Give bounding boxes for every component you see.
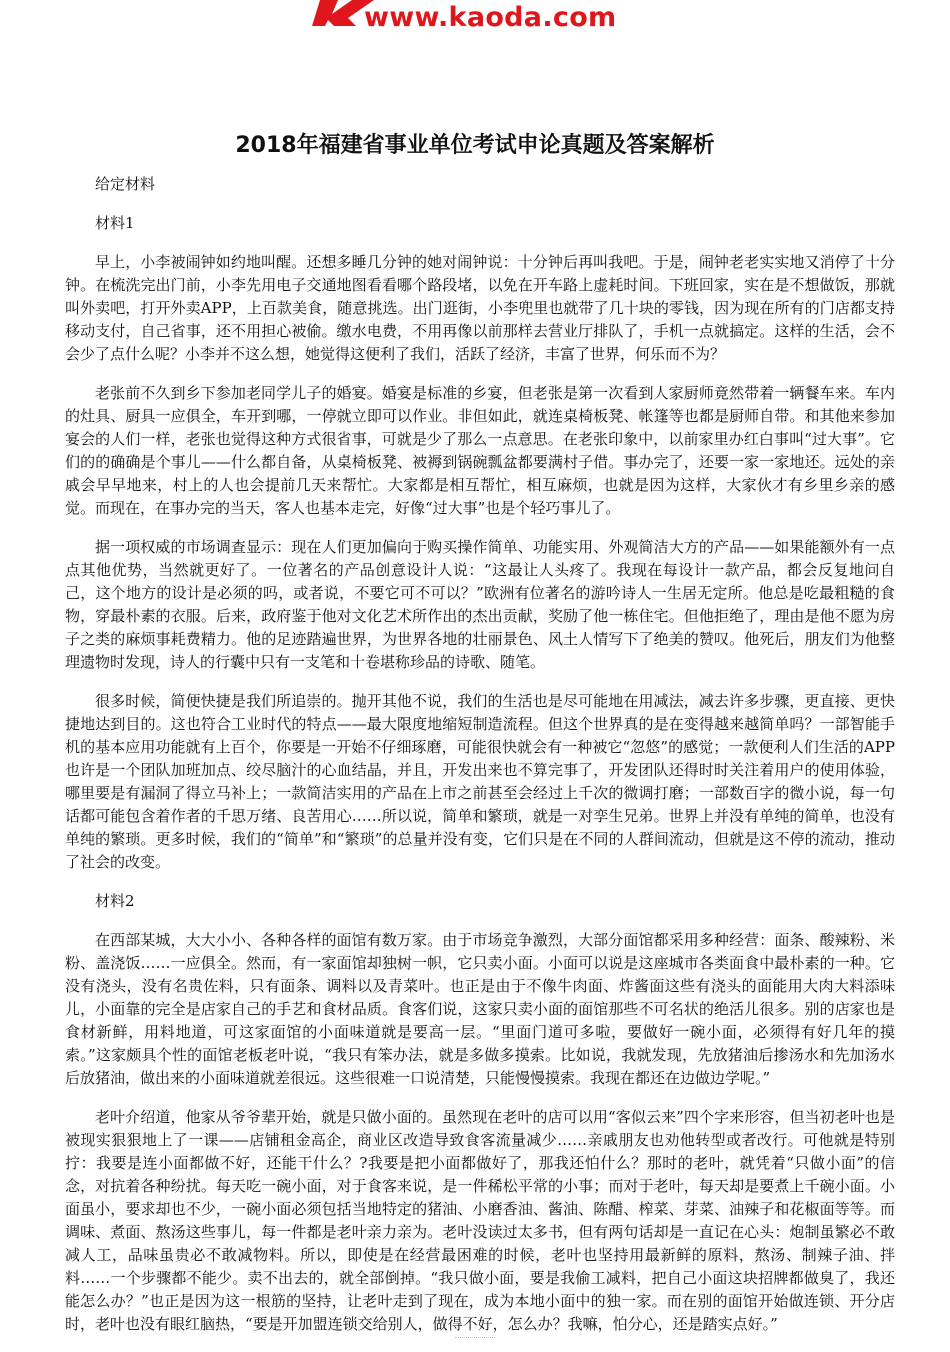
section-label: 给定材料 <box>95 175 156 193</box>
page-footer-divider <box>455 1337 495 1340</box>
site-url[interactable]: www.kaoda.com <box>364 2 617 33</box>
material2-paragraph-1: 在西部某城，大大小小、各种各样的面馆有数万家。由于市场竞争激烈，大部分面馆都采用多种经营：面条、酸辣粉、米粉、盖浇饭……一应俱全。然而，有一家面馆却独树一帜，它只卖小面。小面可以说是这座城市各类面食中最朴素的一种。它没有浇头，没有名贵佐料，只有面条、调料以及青菜叶。也正是由于不像牛肉面、炸酱面这些有浇头的面能用大肉大料添味儿，小面靠的完全是店家自己的手艺和食材品质。食客们说，这家只卖小面的面馆那些不可名状的绝活儿很多。别的店家也是食材新鲜，用料地道，可这家面馆的小面味道就是要高一层。“里面门道可多啦，要做好一碗小面，必须得有好几年的摸索。”这家颇具个性的面馆老板老叶说，“我只有笨办法，就是多做多摸索。比如说，我就发现，先放猪油后掺汤水和先加汤水后放猪油，做出来的小面味道就差很远。这些很难一口说清楚，只能慢慢摸索。我现在都还在边做边学呢。” <box>65 931 895 1087</box>
material1-label: 材料1 <box>95 214 135 232</box>
material2-label: 材料2 <box>95 892 135 910</box>
material1-paragraph-3: 据一项权威的市场调查显示：现在人们更加偏向于购买操作简单、功能实用、外观简洁大方的产品——如果能额外有一点点其他优势，当然就更好了。一位著名的产品创意设计人说：“这最让人头疼了。我现在每设计一款产品，都会反复地问自己，这个地方的设计是必须的吗，或者说，不要它可不可以？”欧洲有位著名的游吟诗人一生居无定所。他总是吃最粗糙的食物，穿最朴素的衣服。后来，政府鉴于他对文化艺术所作出的杰出贡献，奖励了他一栋住宅。但他拒绝了，理由是他不愿为房子之类的麻烦事耗费精力。他的足迹踏遍世界，为世界各地的壮丽景色、风土人情写下了绝美的赞叹。他死后，朋友们为他整理遗物时发现，诗人的行囊中只有一支笔和十卷堪称珍品的诗歌、随笔。 <box>65 538 895 671</box>
material1-paragraph-1: 早上，小李被闹钟如约地叫醒。还想多睡几分钟的她对闹钟说：十分钟后再叫我吧。于是，闹钟老老实实地又消停了十分钟。在梳洗完出门前，小李先用电子交通地图看看哪个路段堵，以免在开车路上虚耗时间。下班回家，实在是不想做饭，那就叫外卖吧，打开外卖APP，上百款美食，随意挑选。出门逛街，小李兜里也就带了几十块的零钱，因为现在所有的门店都支持移动支付，自己省事，还不用担心被偷。缴水电费，不用再像以前那样去营业厅排队了，手机一点就搞定。这样的生活，会不会少了点什么呢？小李并不这么想，她觉得这便利了我们，活跃了经济，丰富了世界，何乐而不为？ <box>65 253 895 363</box>
material2-paragraph-2: 老叶介绍道，他家从爷爷辈开始，就是只做小面的。虽然现在老叶的店可以用“客似云来”四个字来形容，但当初老叶也是被现实狠狠地上了一课——店铺租金高企，商业区改造导致食客流量减少……亲戚朋友也劝他转型或者改行。可他就是特别拧：我要是连小面都做不好，还能干什么？?我要是把小面都做好了，那我还怕什么？那时的老叶，就凭着“只做小面”的信念，对抗着各种纷扰。每天吃一碗小面，对于食客来说，是一件稀松平常的小事；而对于老叶，每天却是要煮上千碗小面。小面虽小，要求却也不少，一碗小面必须包括当地特定的猪油、小磨香油、酱油、陈醋、榨菜、芽菜、油辣子和花椒面等等。而调味、煮面、熬汤这些事儿，每一件都是老叶亲力亲为。老叶没读过太多书，但有两句话却是一直记在心头：炮制虽繁必不敢减人工，品味虽贵必不敢减物料。所以，即使是在经营最困难的时候，老叶也坚持用最新鲜的原料，熬汤、制辣子油、拌料……一个步骤都不能少。卖不出去的，就全部倒掉。“我只做小面，要是我偷工减料，把自己小面这块招牌都做臭了，我还能怎么办？”也正是因为这一根筋的坚持，让老叶走到了现在，成为本地小面中的独一家。而在别的面馆开始做连锁、开分店时，老叶也没有眼红脑热，“要是开加盟连锁交给别人，做得不好，怎么办？我嘛，怕分心，还是踏实点好。” <box>65 1108 895 1333</box>
page-title: 2018年福建省事业单位考试申论真题及答案解析 <box>235 133 715 158</box>
material1-paragraph-4: 很多时候，简便快捷是我们所追崇的。抛开其他不说，我们的生活也是尽可能地在用减法，减去许多步骤，更直接、更快捷地达到目的。这也符合工业时代的特点——最大限度地缩短制造流程。但这个世界真的是在变得越来越简单吗？一部智能手机的基本应用功能就有上百个，你要是一开始不仔细琢磨，可能很快就会有一种被它“忽悠”的感觉；一款便利人们生活的APP也许是一个团队加班加点、绞尽脑汁的心血结晶，并且，开发出来也不算完事了，开发团队还得时时关注着用户的使用体验，哪里要是有漏洞了得立马补上；一款简洁实用的产品在上市之前甚至会经过上千次的微调打磨；一部数百字的微小说，每一句话都可能包含着作者的千思万绪、良苦用心……所以说，简单和繁琐，就是一对孪生兄弟。世界上并没有单纯的简单，也没有单纯的繁琐。更多时候，我们的“简单”和“繁琐”的总量并没有变，它们只是在不同的人群间流动，但就是这不停的流动，推动了社会的改变。 <box>65 692 895 871</box>
material1-paragraph-2: 老张前不久到乡下参加老同学儿子的婚宴。婚宴是标准的乡宴，但老张是第一次看到人家厨师竟然带着一辆餐车来。车内的灶具、厨具一应俱全，车开到哪，一停就立即可以作业。非但如此，就连桌椅板凳、帐篷等也都是厨师自带。和其他来参加宴会的人们一样，老张也觉得这种方式很省事，可就是少了那么一点意思。在老张印象中，以前家里办红白事叫“过大事”。它们的的确确是个事儿——什么都自备，从桌椅板凳、被褥到锅碗瓢盆都要满村子借。事办完了，还要一家一家地还。远处的亲戚会早早地来，村上的人也会提前几天来帮忙。大家都是相互帮忙，相互麻烦，也就是因为这样，大家伙才有乡里乡亲的感觉。而现在，在事办完的当天，客人也基本走完，好像“过大事”也是个轻巧事儿了。 <box>65 384 895 517</box>
document-body <box>65 173 895 1352</box>
site-header <box>312 0 652 44</box>
